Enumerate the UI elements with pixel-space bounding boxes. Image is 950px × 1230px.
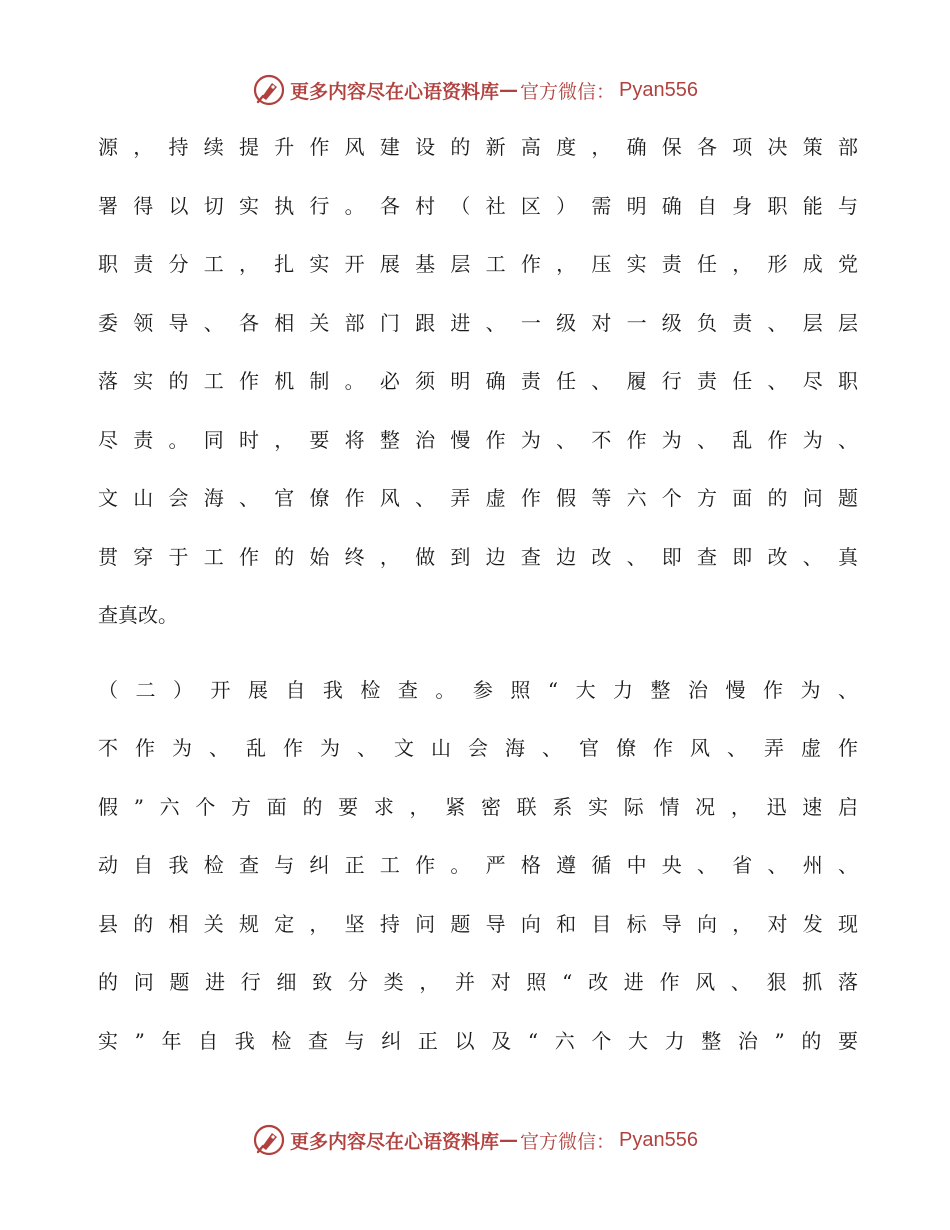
text-line: 文山会海、官僚作风、弄虚作假等六个方面的问题 [98, 486, 858, 510]
text-line: 动自我检查与纠正工作。严格遵循中央、省、州、 [98, 853, 858, 877]
text-line: 委领导、各相关部门跟进、一级对一级负责、层层 [98, 310, 858, 335]
header-banner [0, 70, 950, 110]
document-body [98, 118, 858, 1070]
text-line: 落实的工作机制。必须明确责任、履行责任、尽职 [98, 369, 858, 393]
text-line: 贯穿于工作的始终，做到边查边改、即查即改、真 [98, 544, 858, 569]
footer-dash: — [499, 1129, 519, 1151]
text-line: 查真改。 [98, 603, 178, 627]
text-line: 尽责。同时，要将整治慢作为、不作为、乱作为、 [98, 427, 858, 452]
paragraph-1 [98, 118, 858, 645]
header-wechat-label: 官方微信： [520, 80, 616, 103]
paragraph-gap [98, 645, 858, 661]
header-slogan: 更多内容尽在心语资料库 [290, 80, 500, 103]
text-line: （二）开展自我检查。参照“大力整治慢作为、 [98, 677, 858, 702]
text-line: 源，持续提升作风建设的新高度，确保各项决策部 [98, 135, 858, 159]
footer-wechat-label: 官方微信： [520, 1130, 616, 1153]
paragraph-2 [98, 661, 858, 1071]
pen-nib-logo-icon [252, 73, 286, 107]
header-wechat-id: Pyan556 [619, 78, 698, 101]
text-line: 假”六个方面的要求，紧密联系实际情况，迅速启 [98, 794, 858, 819]
footer-slogan: 更多内容尽在心语资料库 [290, 1130, 500, 1153]
text-line: 的问题进行细致分类，并对照“改进作风、狠抓落 [98, 970, 858, 994]
footer-wechat-id: Pyan556 [619, 1128, 698, 1151]
header-dash: — [499, 79, 519, 101]
text-line: 署得以切实执行。各村（社区）需明确自身职能与 [98, 193, 858, 218]
pen-nib-logo-icon [252, 1123, 286, 1157]
text-line: 职责分工，扎实开展基层工作，压实责任，形成党 [98, 252, 858, 276]
text-line: 不作为、乱作为、文山会海、官僚作风、弄虚作 [98, 736, 858, 760]
text-line: 实”年自我检查与纠正以及“六个大力整治”的要 [98, 1028, 858, 1053]
text-line: 县的相关规定，坚持问题导向和目标导向，对发现 [98, 911, 858, 936]
footer-banner [0, 1120, 950, 1160]
